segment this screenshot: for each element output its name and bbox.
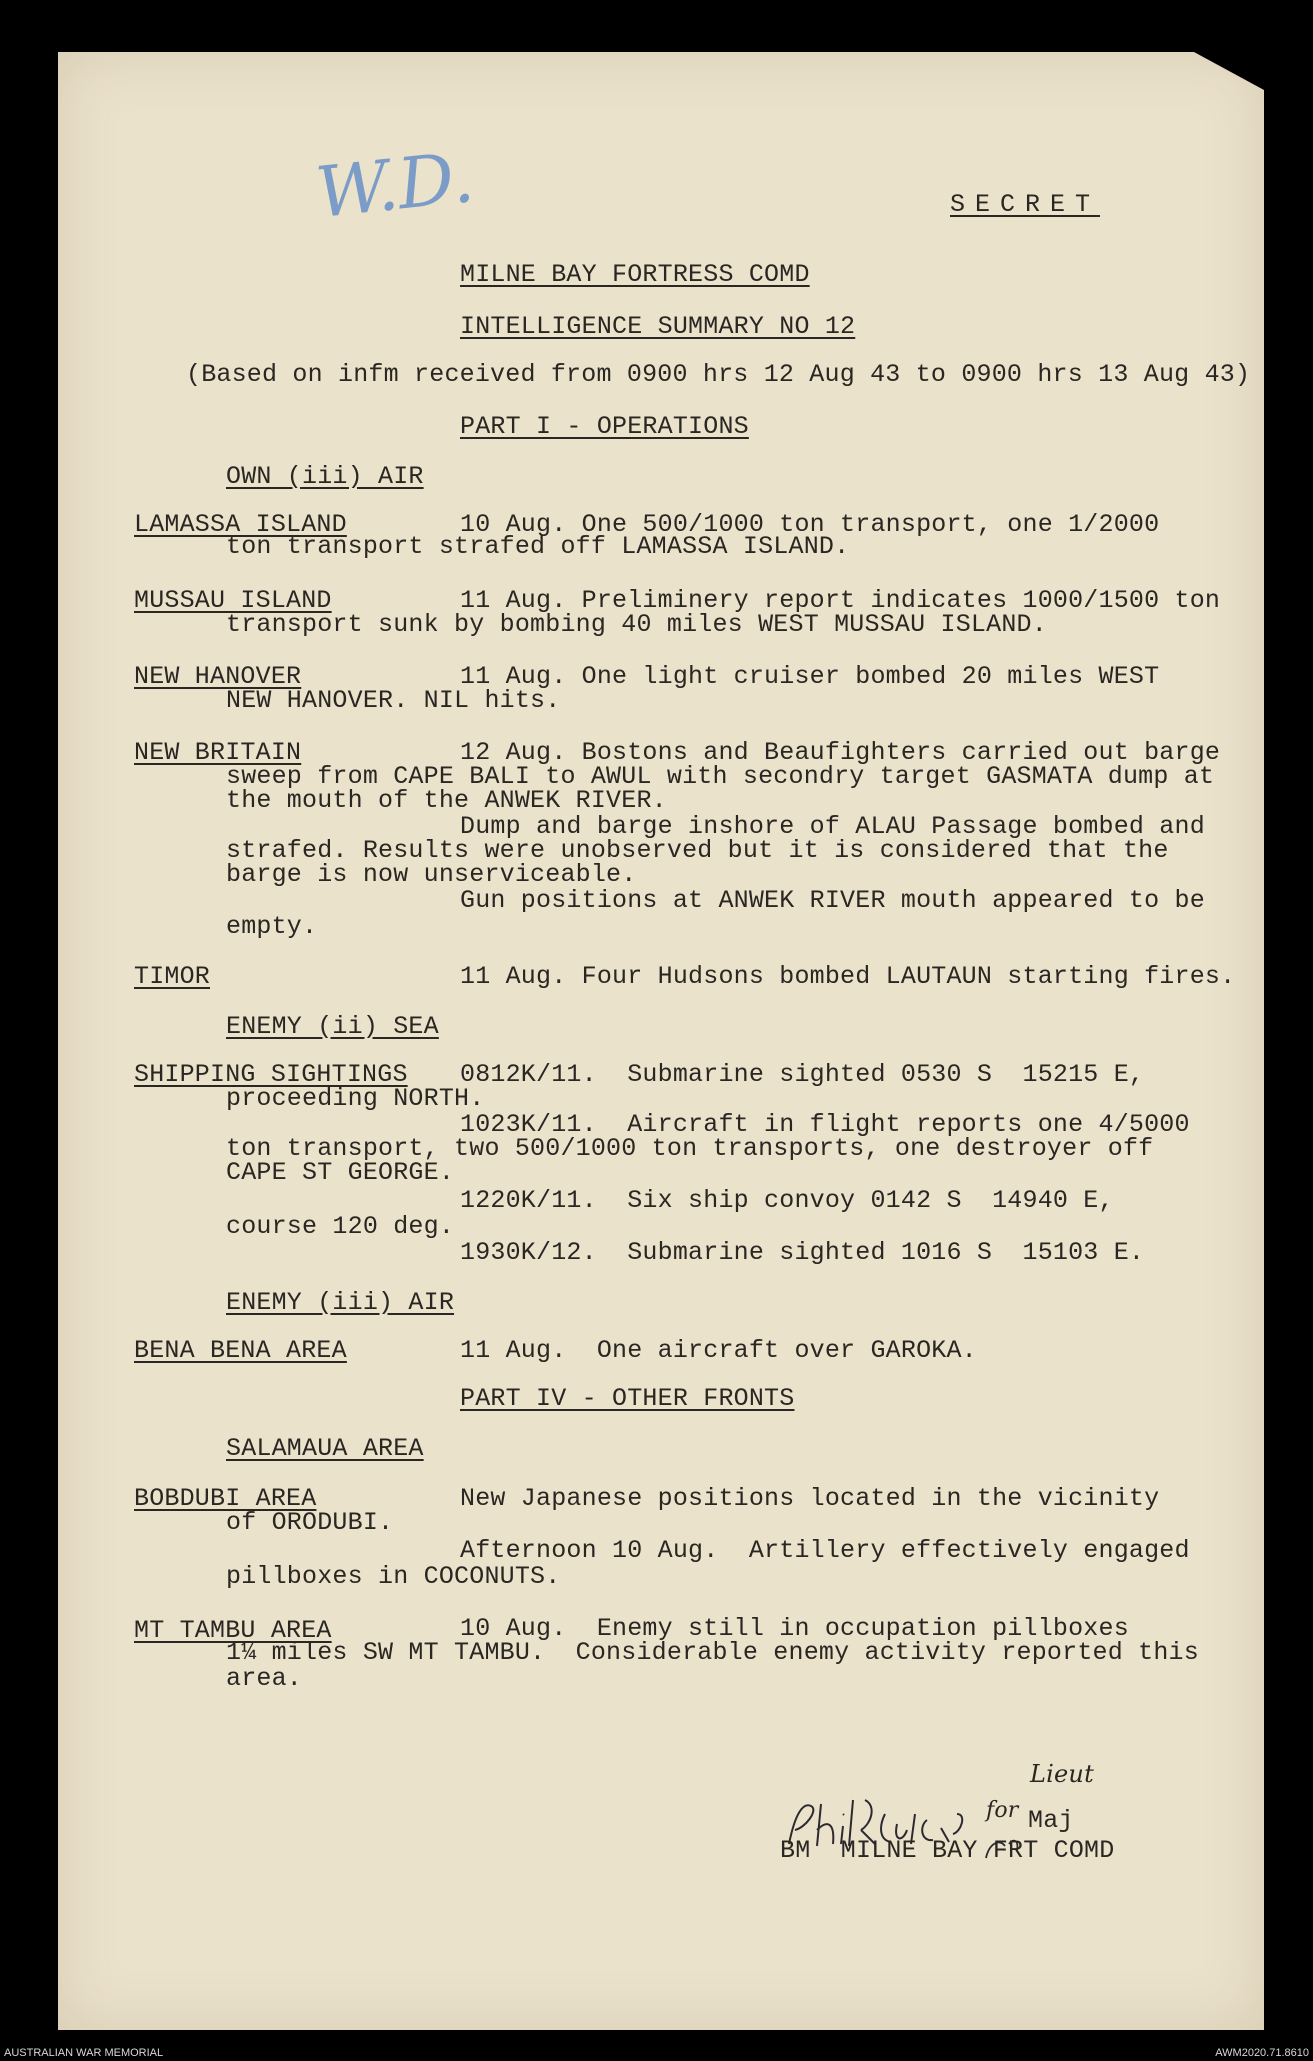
entry-line: 10 Aug. One 500/1000 ton transport, one 1/2000 — [460, 510, 1160, 539]
entry-line: the mouth of the ANWEK RIVER. — [226, 786, 667, 815]
unit-heading: MILNE BAY FORTRESS COMD — [460, 260, 810, 289]
entry-line: Afternoon 10 Aug. Artillery effectively engaged — [460, 1536, 1190, 1565]
entry-line: 1023K/11. Aircraft in flight reports one 4/5000 — [460, 1110, 1190, 1139]
entry-label: BENA BENA AREA — [134, 1336, 347, 1365]
signature-for: for — [986, 1798, 1019, 1823]
part4-heading: PART IV - OTHER FRONTS — [460, 1384, 795, 1413]
entry-line: Gun positions at ANWEK RIVER mouth appeared to be — [460, 886, 1205, 915]
period-line: (Based on infm received from 0900 hrs 12 Aug 43 to 0900 hrs 13 Aug 43) — [186, 360, 1251, 389]
document-page — [58, 52, 1264, 2030]
classification: SECRET — [950, 190, 1101, 219]
signature-rank: Maj — [1028, 1806, 1074, 1835]
entry-line: area. — [226, 1664, 303, 1693]
entry-line: ton transport strafed off LAMASSA ISLAND. — [226, 532, 850, 561]
entry-line: ton transport, two 500/1000 ton transports, one destroyer off — [226, 1134, 1154, 1163]
torn-corner — [1194, 52, 1264, 90]
entry-line: 1¼ miles SW MT TAMBU. Considerable enemy activity reported this — [226, 1638, 1199, 1667]
own-air-heading: OWN (iii) AIR — [226, 462, 424, 491]
entry-line: barge is now unserviceable. — [226, 860, 637, 889]
entry-line: NEW HANOVER. NIL hits. — [226, 686, 561, 715]
enemy-air-heading: ENEMY (iii) AIR — [226, 1288, 455, 1317]
entry-label: LAMASSA ISLAND — [134, 510, 347, 539]
entry-line: 11 Aug. One aircraft over GAROKA. — [460, 1336, 977, 1365]
entry-line: 11 Aug. Four Hudsons bombed LAUTAUN starting fires. — [460, 962, 1236, 991]
entry-label: SHIPPING SIGHTINGS — [134, 1060, 408, 1089]
entry-label: NEW HANOVER — [134, 662, 302, 691]
entry-line: Dump and barge inshore of ALAU Passage bombed and — [460, 812, 1205, 841]
enemy-sea-heading: ENEMY (ii) SEA — [226, 1012, 439, 1041]
entry-line: sweep from CAPE BALI to AWUL with secondry target GASMATA dump at — [226, 762, 1215, 791]
handwritten-annotation: W.D. — [312, 135, 478, 235]
entry-line: empty. — [226, 912, 318, 941]
entry-line: pillboxes in COCONUTS. — [226, 1562, 561, 1591]
entry-line: 10 Aug. Enemy still in occupation pillboxes — [460, 1614, 1129, 1643]
entry-line: 11 Aug. Preliminery report indicates 1000/1500 ton — [460, 586, 1221, 615]
entry-label: NEW BRITAIN — [134, 738, 302, 767]
part1-heading: PART I - OPERATIONS — [460, 412, 749, 441]
entry-line: 0812K/11. Submarine sighted 0530 S 15215 E, — [460, 1060, 1145, 1089]
entry-label: BOBDUBI AREA — [134, 1484, 317, 1513]
signature-rank-lieut: Lieut — [1030, 1760, 1094, 1788]
entry-line: 1930K/12. Submarine sighted 1016 S 15103 E. — [460, 1238, 1145, 1267]
entry-line: New Japanese positions located in the vicinity — [460, 1484, 1160, 1513]
footer-id: AWM2020.71.8610 — [1215, 2047, 1309, 2059]
entry-line: CAPE ST GEORGE. — [226, 1158, 455, 1187]
summary-title: INTELLIGENCE SUMMARY NO 12 — [460, 312, 856, 341]
entry-line: strafed. Results were unobserved but it is considered that the — [226, 836, 1169, 865]
entry-line: transport sunk by bombing 40 miles WEST MUSSAU ISLAND. — [226, 610, 1047, 639]
signature-title: BM MILNE BAY FRT COMD — [780, 1836, 1115, 1865]
entry-line: 1220K/11. Six ship convoy 0142 S 14940 E, — [460, 1186, 1114, 1215]
footer-source: AUSTRALIAN WAR MEMORIAL — [4, 2047, 164, 2059]
entry-label: TIMOR — [134, 962, 211, 991]
entry-line: 12 Aug. Bostons and Beaufighters carried out barge — [460, 738, 1221, 767]
entry-line: course 120 deg. — [226, 1212, 455, 1241]
salamaua-heading: SALAMAUA AREA — [226, 1434, 424, 1463]
entry-label: MUSSAU ISLAND — [134, 586, 332, 615]
entry-label: MT TAMBU AREA — [134, 1616, 332, 1645]
entry-line: of ORODUBI. — [226, 1508, 394, 1537]
entry-line: proceeding NORTH. — [226, 1084, 485, 1113]
entry-line: 11 Aug. One light cruiser bombed 20 miles WEST — [460, 662, 1160, 691]
